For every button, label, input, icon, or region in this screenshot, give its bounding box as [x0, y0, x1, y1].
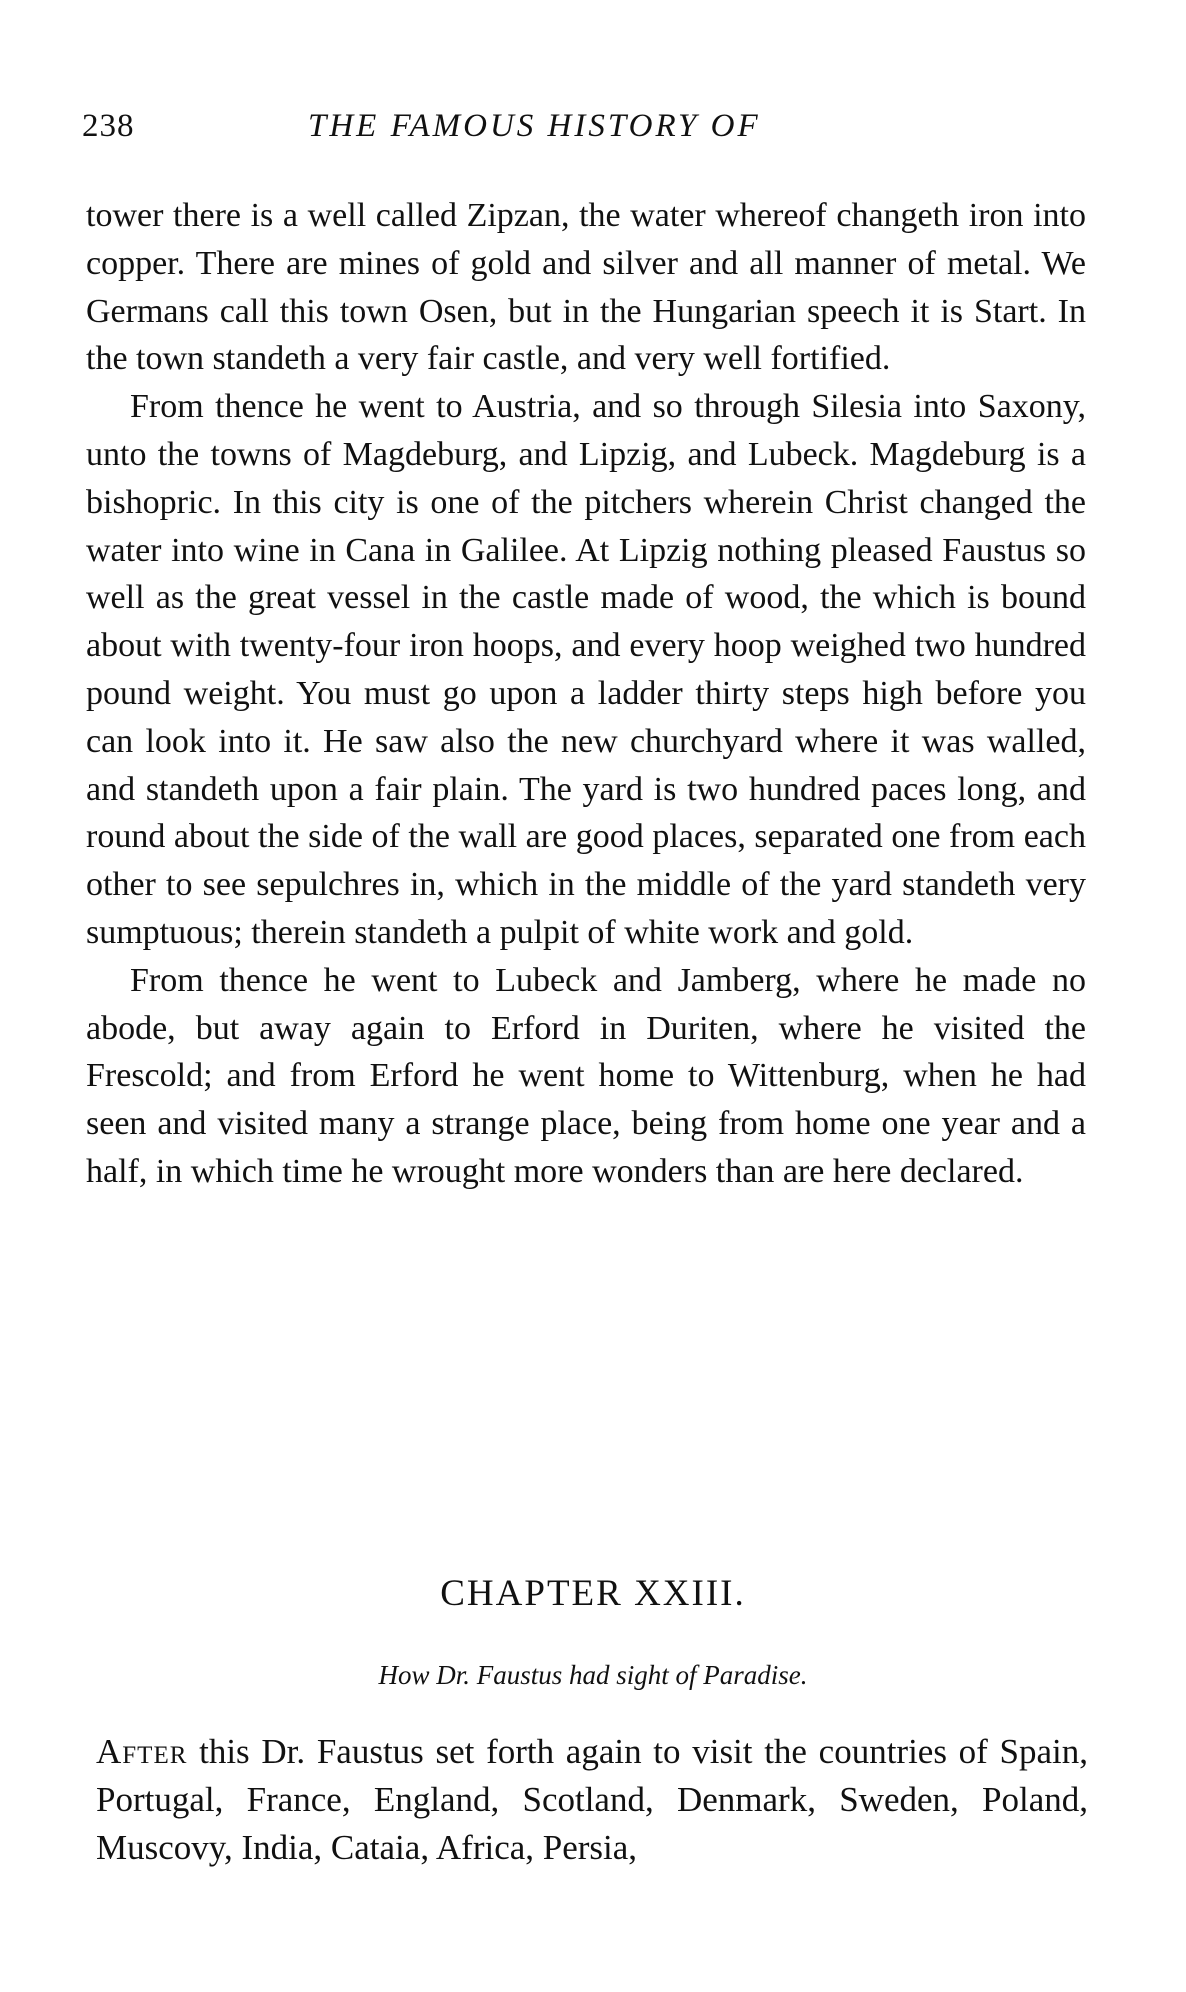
chapter-body-text — [96, 1728, 1088, 1872]
chapter-paragraph-1 — [96, 1728, 1088, 1872]
paragraph-lubeck-wittenburg: From thence he went to Lubeck and Jamberg, where he made no abode, but away again to Erford in Duriten, where he visited the Frescold; and from Erford he went home to Wittenburg, when he had seen and visited many a strange place, being from home one year and a half, in which time he wrought more wonders than are here declared. — [86, 961, 1086, 1190]
chapter-paragraph-1-text: this Dr. Faustus set forth again to visit the countries of Spain, Portugal, France, England, Scotland, Denmark, Sweden, Poland, Muscovy, India, Cataia, Africa, Persia, — [96, 1732, 1088, 1867]
page-number: 238 — [82, 108, 135, 144]
body-text-block — [86, 192, 1086, 1196]
chapter-subtitle: How Dr. Faustus had sight of Paradise. — [378, 1660, 808, 1690]
chapter-heading: CHAPTER XXIII. — [440, 1573, 746, 1614]
paragraph-austria-saxony: From thence he went to Austria, and so through Silesia into Saxony, unto the towns of Magdeburg, and Lipzig, and Lubeck. Magdeburg is a bishopric. In this city is one of the pitchers wherein Christ changed the water into wine in Cana in Galilee. At Lipzig nothing pleased Faustus so well as the great vessel in the castle made of wood, the which is bound about with twenty-four iron hoops, and every hoop weighed two hundred pound weight. You must go upon a ladder thirty steps high before you can look into it. He saw also the new churchyard where it was walled, and standeth upon a fair plain. The yard is two hundred paces long, and round about the side of the wall are good places, separated one from each other to see sepulchres in, which in the middle of the yard standeth very sumptuous; therein standeth a pulpit of white work and gold. — [86, 388, 1086, 951]
paragraph-continued: tower there is a well called Zipzan, the water whereof changeth iron into copper. There are mines of gold and silver and all manner of metal. We Germans call this town Osen, but in the Hungarian speech it is Start. In the town standeth a very fair castle, and very well fortified. — [86, 197, 1086, 378]
running-head — [82, 108, 1092, 156]
running-title: THE FAMOUS HISTORY OF — [308, 108, 761, 144]
chapter-lead-word: After — [96, 1732, 188, 1771]
